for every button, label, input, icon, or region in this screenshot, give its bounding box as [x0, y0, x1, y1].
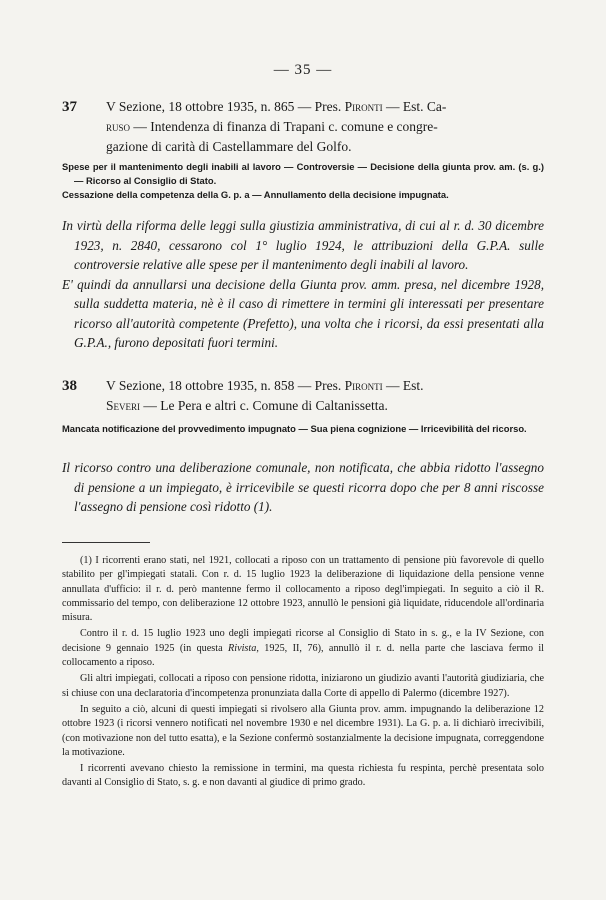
footnote-paragraph: (1) I ricorrenti erano stati, nel 1921, collocati a riposo con un trattamento di pensione più favorevole di quello stabilito per gl'impiegati statali. Con r. d. 15 luglio 1923 la deliberazione di liquidazione della pensione venne annullata d'ufficio: il r. d. però mantenne fermo il collocamento a riposo degl'impiegati. In seguito a ciò il R. commissario del tempo, con deliberazione 12 ottobre 1923, annullò le pensioni già liquidate, riducendole all'ordinaria misura. — [62, 555, 544, 624]
case-38-parties: — Le Pera e altri c. Comune di Caltanissetta. — [140, 398, 388, 413]
footnotes — [62, 554, 544, 793]
case-37-rapporteur: ruso — [106, 119, 131, 134]
case-38-heading-text: V Sezione, 18 ottobre 1935, n. 858 — Pres. — [106, 378, 345, 393]
case-37-president: Pironti — [344, 99, 383, 114]
case-38-paragraph: Il ricorso contro una deliberazione comunale, non notificata, che abbia ridotto l'assegno di pensione a un impiegato, è irricevibile se questi ricorra dopo che per 8 anni riscosse l'assegno di pensione così ridotto (1). — [62, 460, 544, 514]
case-38-maxims — [62, 422, 544, 436]
footnote-text-2: 1925, II, 76), annullò il r. d. nella parte che lasciava fermo il collocamento a riposo. — [62, 642, 544, 669]
case-37-number: 37 — [62, 99, 77, 115]
case-37-maxim: Cessazione della competenza della G. p. a — Annullamento della decisione impugnata. — [62, 189, 449, 200]
case-38-rapporteur: Severi — [106, 398, 141, 413]
case-37-parties: — Intendenza di finanza di Trapani c. comune e congre- — [130, 119, 438, 134]
case-37-parties-cont: gazione di carità di Castellammare del Golfo. — [106, 139, 352, 154]
case-38-body — [62, 458, 544, 517]
case-38-number: 38 — [62, 378, 77, 394]
case-37-heading-text: V Sezione, 18 ottobre 1935, n. 865 — Pres. — [106, 99, 345, 114]
footnote-paragraph: Gli altri impiegati, collocati a riposo con pensione ridotta, iniziarono un giudizio avanti l'autorità giudiziaria, che si chiuse con una declaratoria d'incompetenza pronunziata dalla Corte di appello di Palermo (dicembre 1927). — [62, 673, 544, 699]
case-38-president: Pironti — [344, 378, 383, 393]
case-37-heading-text-2: — Est. Ca- — [382, 99, 447, 114]
case-37-paragraph: E' quindi da annullarsi una decisione della Giunta prov. amm. presa, nel dicembre 1928, sulla suddetta materia, nè è il caso di rimettere in termini gli interessati per presentare ricorso all'autorità competente (Prefetto), una volta che i ricorsi, da essi presentati alla G.P.A., furono depositati fuori termini. — [62, 276, 544, 350]
case-38-heading — [62, 376, 544, 416]
case-37-heading — [62, 97, 544, 157]
footnote-paragraph: I ricorrenti avevano chiesto la remissione in termini, ma questa richiesta fu respinta, perchè presentata solo davanti al Consiglio di Stato, s. g. e non davanti al giudice di primo grado. — [62, 763, 544, 789]
journal-title: Rivista, — [228, 642, 259, 654]
case-38-heading-text-2: — Est. — [382, 378, 424, 393]
case-38-maxim: Mancata notificazione del provvedimento impugnato — Sua piena cognizione — Irricevibilità del ricorso. — [62, 423, 527, 434]
footnote-divider — [62, 542, 150, 543]
page-number: — 35 — — [273, 62, 333, 78]
footnote-text: Contro il r. d. 15 luglio 1923 uno degli impiegati ricorse al Consiglio di Stato in s. g., e la IV Sezione, con decisione 9 gennaio 1925 (in questa — [62, 628, 544, 654]
footnote-paragraph: In seguito a ciò, alcuni di questi impiegati si rivolsero alla Giunta prov. amm. impugnando la deliberazione 12 ottobre 1923 (i ricorsi vennero notificati nel novembre 1930 e nel dicembre 1931). La G. p. a. li dichiarò irrecivibili, (con motivazione non del tutto esatta), e la Sezione confermò sostanzialmente la decisione impugnata, correggendone la motivazione. — [62, 703, 544, 758]
footnote-paragraph — [62, 627, 544, 670]
case-37-body — [62, 216, 544, 353]
case-37-maxims — [62, 160, 544, 202]
case-37-maxim: Spese per il mantenimento degli inabili al lavoro — Controversie — Decisione della giunta prov. am. (s. g.) — Ricorso al Consiglio di Stato. — [62, 161, 544, 186]
case-37-paragraph: In virtù della riforma delle leggi sulla giustizia amministrativa, di cui al r. d. 30 dicembre 1923, n. 2840, cessarono col 1° luglio 1924, le attribuzioni della G.P.A. sulle controversie relative alle spese per il mantenimento degli inabili al lavoro. — [62, 218, 544, 272]
